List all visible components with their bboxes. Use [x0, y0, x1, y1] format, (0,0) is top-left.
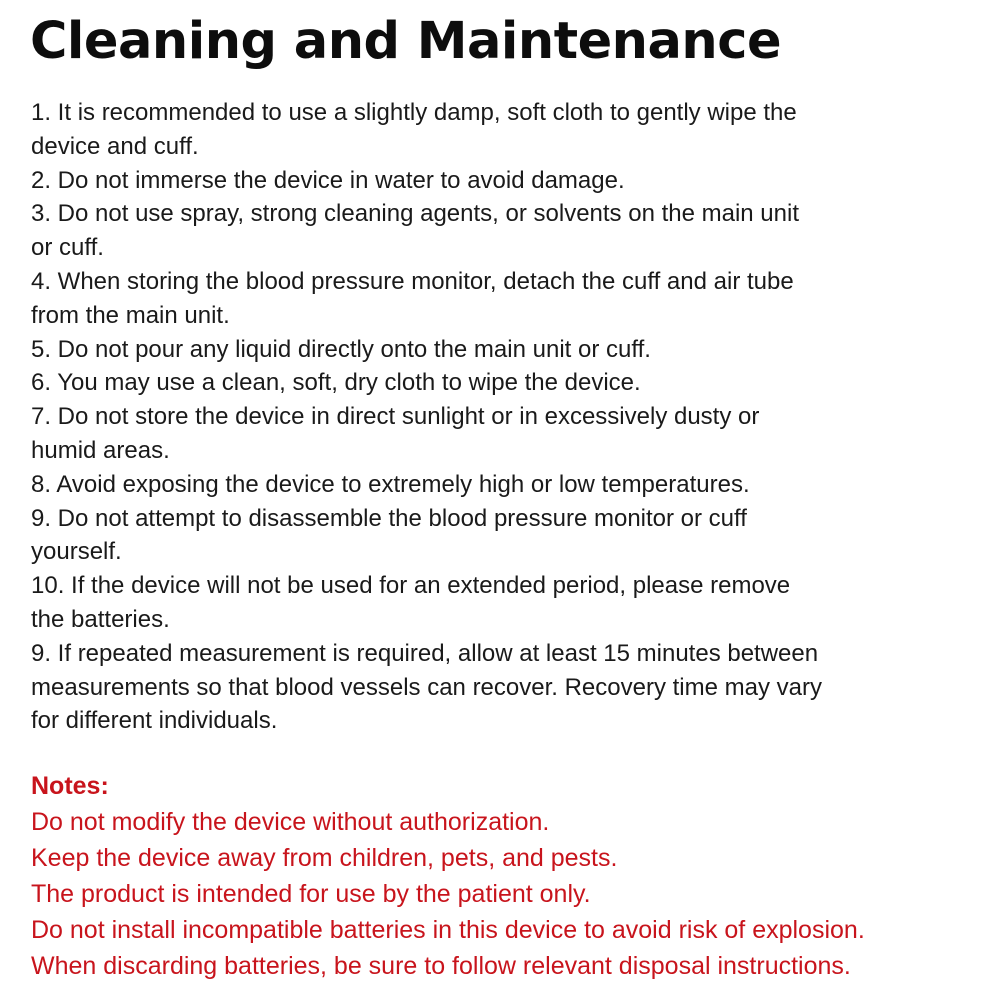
note-line: Do not modify the device without authorization. — [31, 808, 550, 836]
instruction-line: the batteries. — [31, 605, 170, 633]
note-line: Keep the device away from children, pets, and pests. — [31, 844, 618, 872]
instruction-line: 10. If the device will not be used for an extended period, please remove — [31, 572, 791, 600]
instruction-line: yourself. — [31, 538, 122, 566]
instruction-line: device and cuff. — [31, 132, 199, 160]
instruction-item — [31, 333, 971, 367]
note-line: Do not install incompatible batteries in this device to avoid risk of explosion. — [31, 916, 865, 944]
note-line: The product is intended for use by the patient only. — [31, 880, 591, 908]
instruction-line: 9. If repeated measurement is required, allow at least 15 minutes between — [31, 639, 819, 667]
instruction-line: 1. It is recommended to use a slightly damp, soft cloth to gently wipe the — [31, 99, 797, 126]
instruction-item — [31, 265, 971, 333]
instruction-item — [31, 502, 971, 570]
instruction-line: 6. You may use a clean, soft, dry cloth to wipe the device. — [31, 369, 641, 397]
instruction-item — [31, 197, 971, 265]
instruction-line: 5. Do not pour any liquid directly onto the main unit or cuff. — [31, 335, 651, 363]
instruction-line: 3. Do not use spray, strong cleaning agents, or solvents on the main unit — [31, 200, 799, 228]
instruction-item — [31, 569, 971, 637]
instruction-line: 4. When storing the blood pressure monitor, detach the cuff and air tube — [31, 267, 794, 295]
instruction-line: for different individuals. — [31, 707, 278, 735]
page-title: Cleaning and Maintenance — [30, 12, 782, 71]
instruction-line: 2. Do not immerse the device in water to avoid damage. — [31, 166, 625, 194]
instruction-item — [31, 400, 971, 468]
instruction-item — [31, 164, 971, 198]
instruction-line: or cuff. — [31, 234, 104, 262]
instruction-item — [31, 468, 971, 502]
note-line: When discarding batteries, be sure to follow relevant disposal instructions. — [31, 952, 851, 980]
instruction-line: 7. Do not store the device in direct sunlight or in excessively dusty or — [31, 403, 760, 431]
instruction-item — [31, 637, 971, 738]
instruction-line: from the main unit. — [31, 301, 230, 329]
instruction-line: 8. Avoid exposing the device to extremely high or low temperatures. — [31, 470, 750, 498]
instruction-line: humid areas. — [31, 436, 170, 464]
instruction-item — [31, 366, 971, 400]
instruction-item — [31, 96, 971, 164]
instruction-list — [31, 96, 971, 738]
instruction-line: measurements so that blood vessels can recover. Recovery time may vary — [31, 673, 822, 701]
notes-section — [31, 768, 981, 984]
notes-heading: Notes: — [31, 772, 109, 800]
instruction-line: 9. Do not attempt to disassemble the blood pressure monitor or cuff — [31, 504, 747, 532]
